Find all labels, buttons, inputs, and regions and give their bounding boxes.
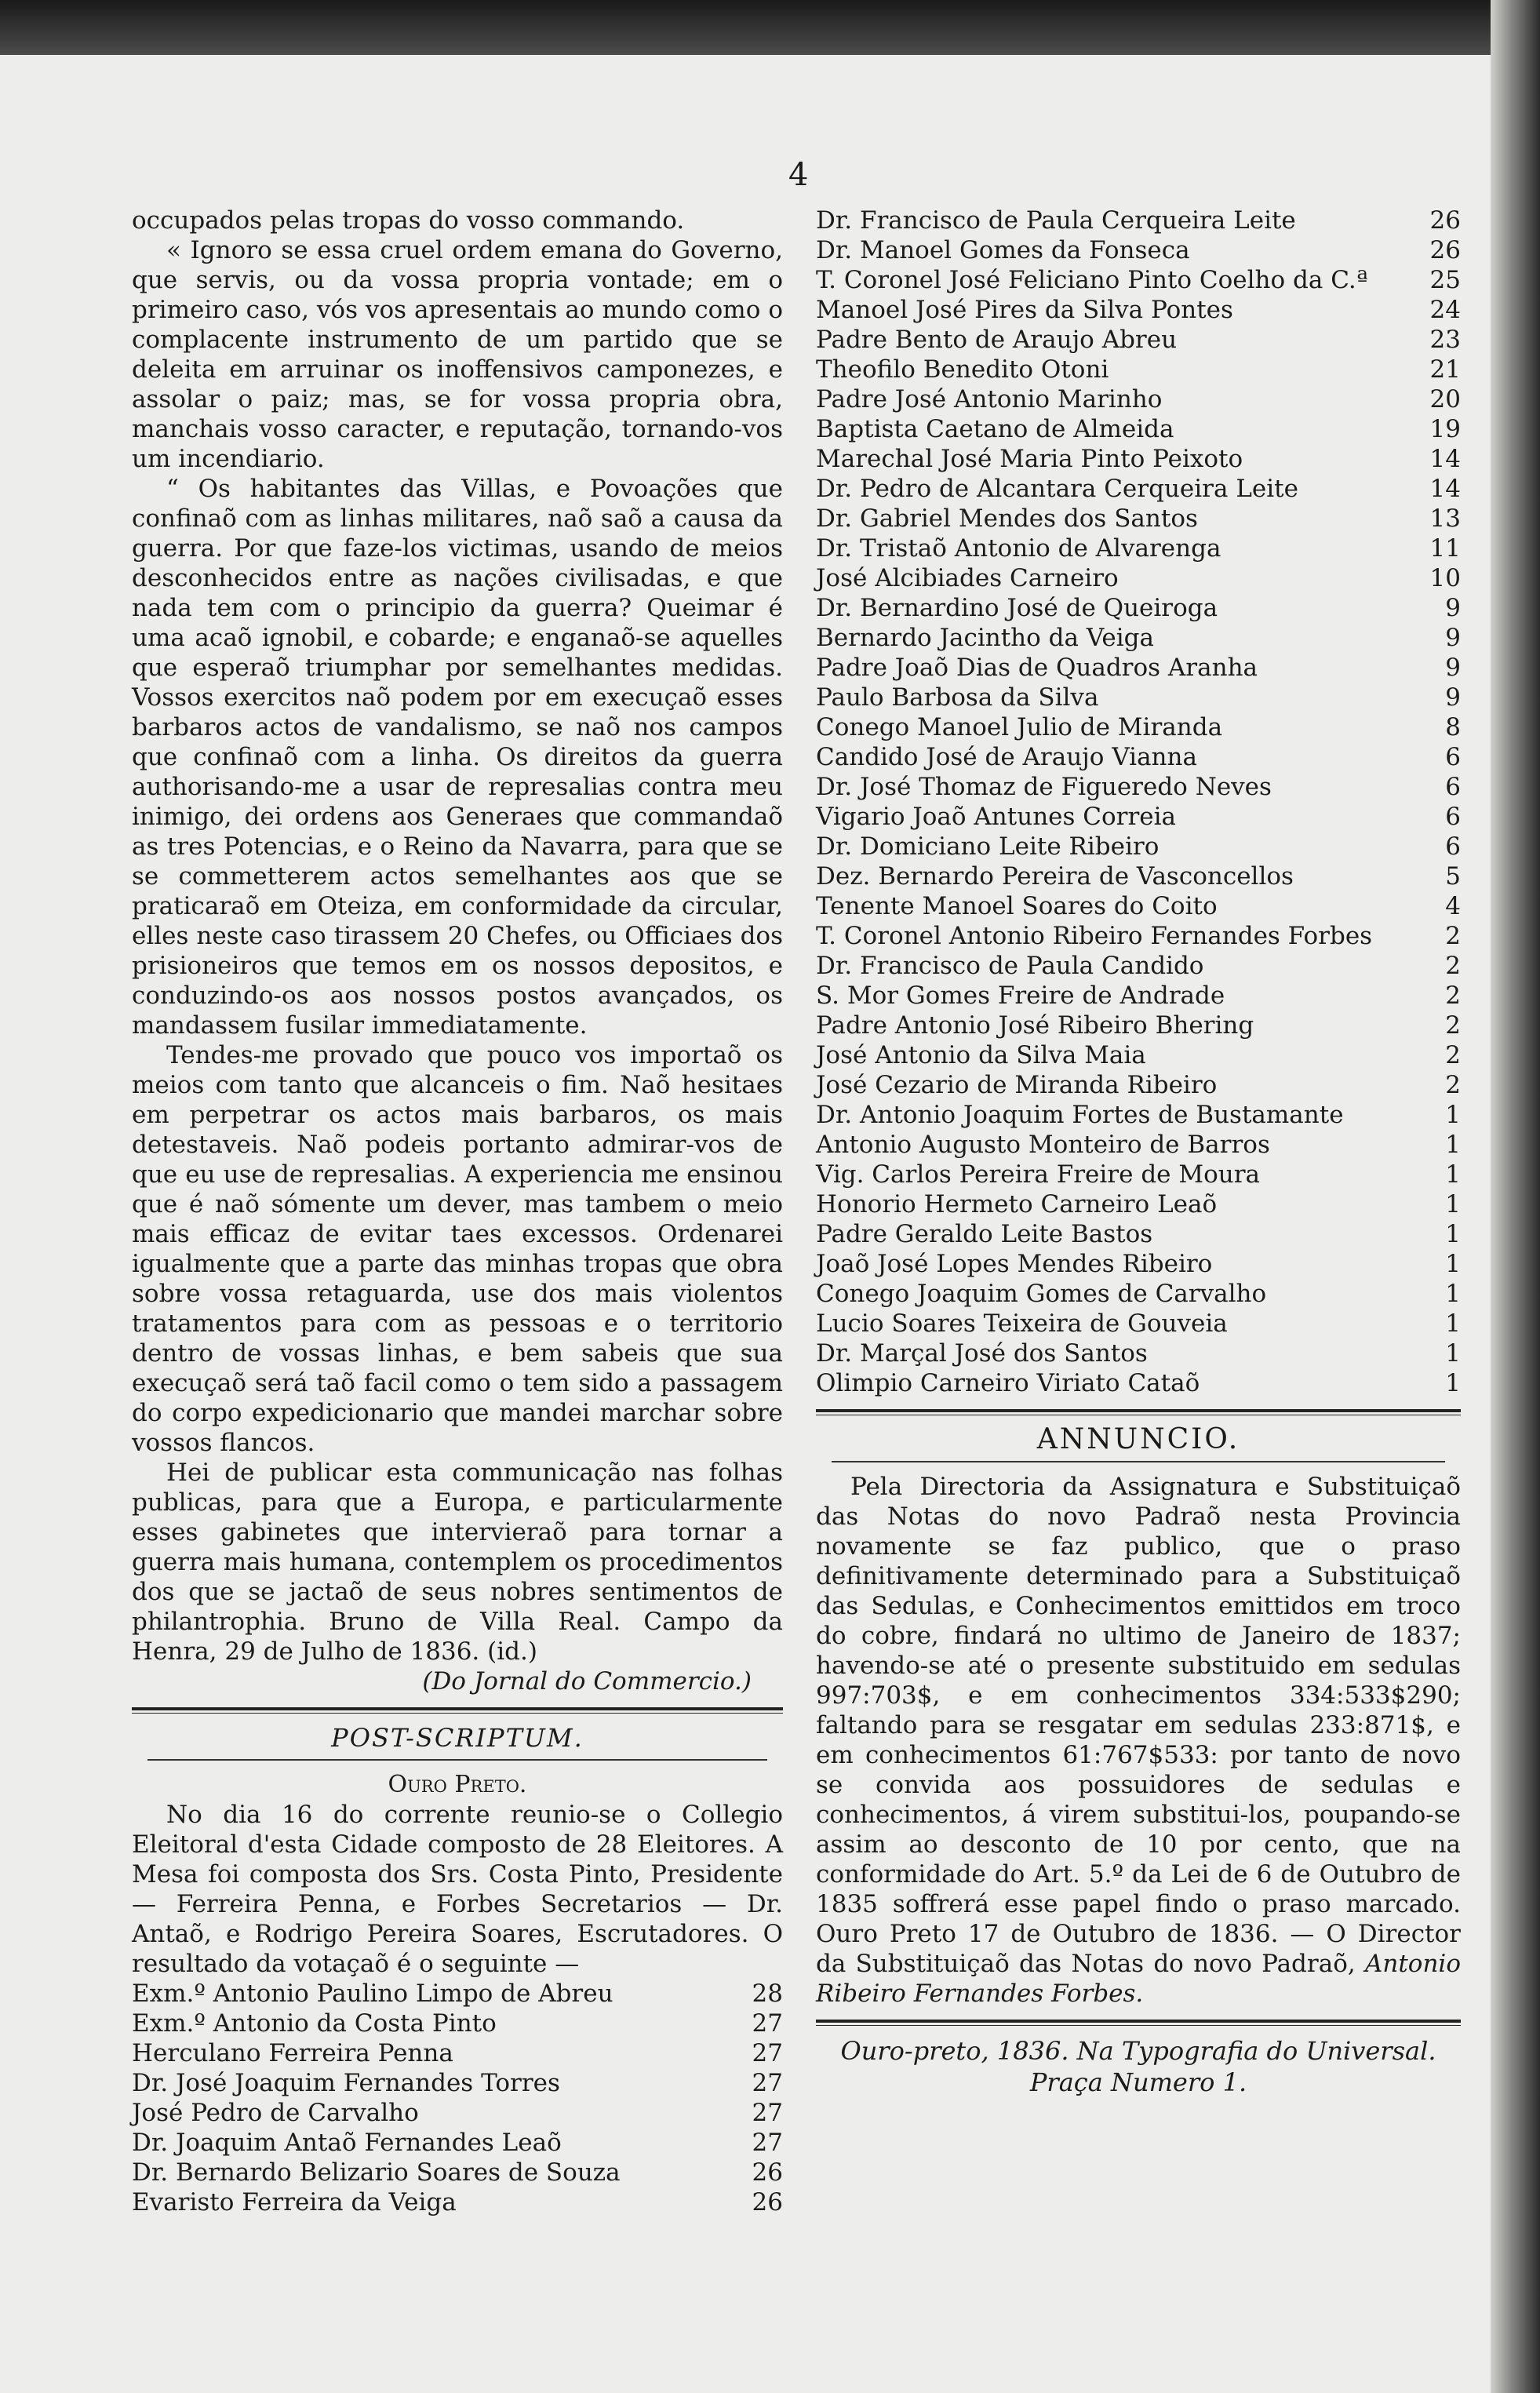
left-column <box>132 206 783 2217</box>
candidate-name: Evaristo Ferreira da Veiga <box>132 2188 457 2216</box>
vote-row <box>816 1040 1461 1070</box>
candidate-name: S. Mor Gomes Freire de Andrade <box>816 982 1225 1010</box>
vote-row <box>816 623 1461 653</box>
candidate-name: Theofilo Benedito Otoni <box>816 355 1109 384</box>
candidate-name: T. Coronel Antonio Ribeiro Fernandes Forbes <box>816 922 1373 950</box>
candidate-name: Dr. Gabriel Mendes dos Santos <box>816 504 1198 533</box>
page-number: 4 <box>788 157 809 193</box>
vote-row <box>132 1979 783 2009</box>
vote-row <box>132 2187 783 2217</box>
candidate-name: Tenente Manoel Soares do Coito <box>816 892 1218 920</box>
candidate-name: Herculano Ferreira Penna <box>132 2039 453 2067</box>
postscript-title: POST-SCRIPTUM. <box>331 1723 584 1753</box>
vote-row <box>132 2068 783 2098</box>
vote-count: 2 <box>1445 1071 1461 1099</box>
vote-row <box>816 802 1461 832</box>
candidate-name: Conego Manoel Julio de Miranda <box>816 713 1223 741</box>
announcement-body: Pela Directoria da Assignatura e Substituiçaõ das Notas do novo Padraõ nesta Provincia novamente se faz publico, que o praso definitivamente determinado para a Substituiçaõ das Sedulas, e Conhecimentos emittidos em troco do cobre, findará no ultimo de Janeiro de 1837; havendo-se até o presente substituido em sedulas 997:703$, e em conhecimentos 334:533$290; faltando para se resgatar em sedulas 233:871$, e em conhecimentos 61:767$533: por tanto de novo se convida aos possuidores de sedulas e conhecimentos, á virem substitui-los, poupando-se assim ao desconto de 10 por cento, que na conformidade do Art. 5.º da Lei de 6 de Outubro de 1835 soffrerá esse papel findo o praso marcado. Ouro Preto 17 de Outubro de 1836. — O Director da Substituiçaõ das Notas do novo Padraõ, <box>816 1473 1461 1978</box>
vote-count: 19 <box>1429 415 1461 443</box>
city-heading: Ouro Preto. <box>388 1771 527 1798</box>
article-source: (Do Jornal do Commercio.) <box>422 1667 752 1695</box>
vote-count: 2 <box>1445 1041 1461 1069</box>
candidate-name: Dr. Bernardino José de Queiroga <box>816 594 1218 622</box>
vote-count: 1 <box>1445 1250 1461 1278</box>
vote-count: 6 <box>1445 743 1461 771</box>
vote-row <box>816 653 1461 683</box>
candidate-name: Joaõ José Lopes Mendes Ribeiro <box>816 1250 1213 1278</box>
vote-row <box>816 981 1461 1011</box>
vote-count: 6 <box>1445 832 1461 861</box>
article-paragraph: Tendes-me provado que pouco vos importaõ os meios com tanto que alcanceis o fim. Naõ hesitaes em perpetrar os actos mais barbaros, os mais detestaveis. Naõ podeis portanto admirar-vos de que eu use de represalias. A experiencia me ensinou que é naõ sómente um dever, mas tambem o meio mais efficaz de evitar taes excessos. Ordenarei igualmente que a parte das minhas tropas que obra sobre vossa retaguarda, use dos mais violentos tratamentos para com as pessoas e o territorio dentro de vossas linhas, e bem sabeis que sua execuçaõ será taõ facil como o tem sido a passagem do corpo expedicionario que mandei marchar sobre vossos flancos. <box>132 1041 783 1457</box>
vote-row <box>132 2038 783 2068</box>
imprint-footer: Ouro-preto, 1836. Na Typografia do Universal. Praça Numero 1. <box>840 2036 1436 2097</box>
vote-row <box>816 295 1461 325</box>
candidate-name: Dr. Francisco de Paula Cerqueira Leite <box>816 206 1296 235</box>
section-divider <box>816 1409 1461 1415</box>
vote-count: 4 <box>1445 892 1461 920</box>
vote-row <box>132 2009 783 2038</box>
vote-count: 26 <box>1429 206 1461 235</box>
vote-row <box>816 265 1461 295</box>
vote-count: 26 <box>752 2158 783 2187</box>
vote-row <box>816 1130 1461 1160</box>
candidate-name: José Antonio da Silva Maia <box>816 1041 1146 1069</box>
vote-count: 6 <box>1445 803 1461 831</box>
postscript-text: No dia 16 do corrente reunio-se o Collegio Eleitoral d'esta Cidade composto de 28 Eleitores. A Mesa foi composta dos Srs. Costa Pinto, Presidente — Ferreira Penna, e Forbes Secretarios — Dr. Antaõ, e Rodrigo Pereira Soares, Escrutadores. O resultado da votaçaõ é o seguinte — <box>132 1801 783 1978</box>
vote-count: 26 <box>1429 236 1461 264</box>
candidate-name: Baptista Caetano de Almeida <box>816 415 1174 443</box>
vote-row <box>816 1219 1461 1249</box>
vote-count: 24 <box>1429 296 1461 324</box>
vote-row <box>816 235 1461 265</box>
vote-row <box>816 1249 1461 1279</box>
vote-count: 8 <box>1445 713 1461 741</box>
vote-count: 9 <box>1445 683 1461 712</box>
candidate-name: Vig. Carlos Pereira Freire de Moura <box>816 1160 1261 1189</box>
candidate-name: Dr. Francisco de Paula Candido <box>816 952 1204 980</box>
candidate-name: Exm.º Antonio Paulino Limpo de Abreu <box>132 1980 613 2008</box>
candidate-name: Vigario Joaõ Antunes Correia <box>816 803 1177 831</box>
candidate-name: Dr. Pedro de Alcantara Cerqueira Leite <box>816 475 1298 503</box>
vote-row <box>132 2128 783 2158</box>
vote-count: 1 <box>1445 1160 1461 1189</box>
vote-count: 27 <box>752 2039 783 2067</box>
candidate-name: Honorio Hermeto Carneiro Leaõ <box>816 1190 1218 1218</box>
announcement-title: ANNUNCIO. <box>1036 1423 1240 1455</box>
vote-row <box>816 921 1461 951</box>
candidate-name: T. Coronel José Feliciano Pinto Coelho da C.ª <box>816 266 1368 294</box>
vote-count: 27 <box>752 2009 783 2038</box>
vote-row <box>816 206 1461 235</box>
vote-count: 10 <box>1429 564 1461 592</box>
candidate-name: José Pedro de Carvalho <box>132 2099 419 2127</box>
candidate-name: Marechal José Maria Pinto Peixoto <box>816 445 1243 473</box>
candidate-name: Bernardo Jacintho da Veiga <box>816 624 1154 652</box>
candidate-name: Antonio Augusto Monteiro de Barros <box>816 1131 1270 1159</box>
thin-divider <box>147 1759 767 1761</box>
vote-row <box>816 474 1461 504</box>
vote-row <box>816 444 1461 474</box>
candidate-name: José Cezario de Miranda Ribeiro <box>816 1071 1218 1099</box>
vote-count: 9 <box>1445 624 1461 652</box>
candidate-name: Dr. José Joaquim Fernandes Torres <box>132 2069 560 2097</box>
vote-row <box>816 1189 1461 1219</box>
article-paragraph: occupados pelas tropas do vosso commando. <box>132 206 685 235</box>
candidate-name: José Alcibiades Carneiro <box>816 564 1119 592</box>
candidate-name: Paulo Barbosa da Silva <box>816 683 1099 712</box>
candidate-name: Candido José de Araujo Vianna <box>816 743 1197 771</box>
vote-row <box>816 1160 1461 1189</box>
vote-count: 2 <box>1445 982 1461 1010</box>
vote-row <box>816 1100 1461 1130</box>
vote-count: 1 <box>1445 1101 1461 1129</box>
candidate-name: Olimpio Carneiro Viriato Cataõ <box>816 1369 1200 1397</box>
vote-count: 9 <box>1445 594 1461 622</box>
vote-count: 1 <box>1445 1190 1461 1218</box>
vote-row <box>816 1339 1461 1368</box>
candidate-name: Padre Bento de Araujo Abreu <box>816 326 1178 354</box>
vote-row <box>816 891 1461 921</box>
candidate-name: Padre Geraldo Leite Bastos <box>816 1220 1153 1248</box>
vote-count: 27 <box>752 2069 783 2097</box>
vote-count: 2 <box>1445 1011 1461 1040</box>
vote-count: 28 <box>752 1980 783 2008</box>
vote-row <box>816 325 1461 355</box>
footer-divider <box>816 2020 1461 2026</box>
candidate-name: Exm.º Antonio da Costa Pinto <box>132 2009 497 2038</box>
candidate-name: Dr. Bernardo Belizario Soares de Souza <box>132 2158 621 2187</box>
scan-top-border <box>0 0 1540 55</box>
vote-count: 2 <box>1445 952 1461 980</box>
announcement-text <box>816 1472 1461 2009</box>
section-divider <box>132 1707 783 1714</box>
vote-count: 21 <box>1429 355 1461 384</box>
vote-row <box>816 504 1461 534</box>
vote-count: 14 <box>1429 475 1461 503</box>
vote-count: 1 <box>1445 1280 1461 1308</box>
vote-list-left <box>132 1979 783 2217</box>
candidate-name: Dr. José Thomaz de Figueredo Neves <box>816 773 1272 801</box>
vote-count: 1 <box>1445 1131 1461 1159</box>
vote-row <box>816 384 1461 414</box>
candidate-name: Dr. Antonio Joaquim Fortes de Bustamante <box>816 1101 1344 1129</box>
vote-count: 11 <box>1429 534 1461 563</box>
vote-count: 26 <box>752 2188 783 2216</box>
vote-row <box>816 1368 1461 1398</box>
vote-row <box>816 563 1461 593</box>
vote-row <box>816 1011 1461 1040</box>
vote-count: 25 <box>1429 266 1461 294</box>
vote-row <box>816 712 1461 742</box>
candidate-name: Padre José Antonio Marinho <box>816 385 1163 413</box>
vote-count: 5 <box>1445 862 1461 891</box>
vote-count: 1 <box>1445 1309 1461 1338</box>
vote-count: 13 <box>1429 504 1461 533</box>
vote-count: 1 <box>1445 1369 1461 1397</box>
vote-row <box>816 951 1461 981</box>
candidate-name: Manoel José Pires da Silva Pontes <box>816 296 1233 324</box>
vote-count: 9 <box>1445 654 1461 682</box>
vote-row <box>816 742 1461 772</box>
vote-row <box>816 861 1461 891</box>
vote-count: 2 <box>1445 922 1461 950</box>
vote-count: 1 <box>1445 1220 1461 1248</box>
vote-row <box>816 772 1461 802</box>
vote-row <box>132 2098 783 2128</box>
vote-row <box>816 593 1461 623</box>
candidate-name: Conego Joaquim Gomes de Carvalho <box>816 1280 1267 1308</box>
vote-row <box>816 1279 1461 1309</box>
candidate-name: Dr. Tristaõ Antonio de Alvarenga <box>816 534 1221 563</box>
candidate-name: Dr. Manoel Gomes da Fonseca <box>816 236 1190 264</box>
vote-count: 27 <box>752 2129 783 2157</box>
article-paragraph: “ Os habitantes das Villas, e Povoações que confinaõ com as linhas militares, naõ saõ a causa da guerra. Por que faze-los victimas, usando de meios desconhecidos entre as nações civilisadas, e que nada tem com o principio da guerra? Queimar é uma acaõ ignobil, e cobarde; e enganaõ-se aquelles que esperaõ triumphar por semelhantes medidas. Vossos exercitos naõ podem por em execuçaõ esses barbaros actos de vandalismo, se naõ nos campos que confinaõ com a linha. Os direitos da guerra authorisando-me a usar de represalias contra meu inimigo, dei ordens aos Generaes que commandaõ as tres Potencias, e o Reino da Navarra, para que se se commetterem actos semelhantes aos que se praticaraõ em Oteiza, em conformidade da circular, elles neste caso tirassem 20 Chefes, ou Officiaes dos prisioneiros que temos em os nossos depositos, e conduzindo-os aos nossos postos avançados, os mandassem fusilar immediatamente. <box>132 475 783 1040</box>
candidate-name: Lucio Soares Teixeira de Gouveia <box>816 1309 1228 1338</box>
vote-count: 6 <box>1445 773 1461 801</box>
article-paragraph: Hei de publicar esta communicação nas folhas publicas, para que a Europa, e particularmente esses gabinetes que intervieraõ para tornar a guerra mais humana, contemplem os procedimentos dos que se jactaõ de seus nobres sentimentos de philantrophia. Bruno de Villa Real. Campo da Henra, 29 de Julho de 1836. (id.) <box>132 1459 783 1666</box>
candidate-name: Padre Antonio José Ribeiro Bhering <box>816 1011 1254 1040</box>
vote-row <box>816 683 1461 712</box>
vote-list-right <box>816 206 1461 1398</box>
right-column <box>816 206 1461 2098</box>
announcement-signature: Antonio Ribeiro Fernandes Forbes. <box>816 1950 1462 2008</box>
vote-row <box>816 414 1461 444</box>
vote-count: 20 <box>1429 385 1461 413</box>
vote-row <box>132 2158 783 2187</box>
vote-count: 27 <box>752 2099 783 2127</box>
thin-divider <box>832 1461 1445 1462</box>
vote-count: 1 <box>1445 1339 1461 1368</box>
vote-row <box>816 1309 1461 1339</box>
scan-right-edge <box>1491 0 1540 2393</box>
article-paragraph: « Ignoro se essa cruel ordem emana do Governo, que servis, ou da vossa propria vontade; em o primeiro caso, vós vos apresentais ao mundo como o complacente instrumento de um partido que se deleita em arruinar os inoffensivos camponezes, e assolar o paiz; mas, se for vossa propria obra, manchais vosso caracter, e reputação, tornando-vos um incendiario. <box>132 236 783 473</box>
vote-row <box>816 534 1461 563</box>
candidate-name: Dr. Marçal José dos Santos <box>816 1339 1148 1368</box>
vote-row <box>816 355 1461 384</box>
candidate-name: Dr. Domiciano Leite Ribeiro <box>816 832 1160 861</box>
vote-row <box>816 832 1461 861</box>
candidate-name: Dr. Joaquim Antaõ Fernandes Leaõ <box>132 2129 562 2157</box>
vote-count: 14 <box>1429 445 1461 473</box>
candidate-name: Padre Joaõ Dias de Quadros Aranha <box>816 654 1258 682</box>
vote-count: 23 <box>1429 326 1461 354</box>
candidate-name: Dez. Bernardo Pereira de Vasconcellos <box>816 862 1294 891</box>
vote-row <box>816 1070 1461 1100</box>
